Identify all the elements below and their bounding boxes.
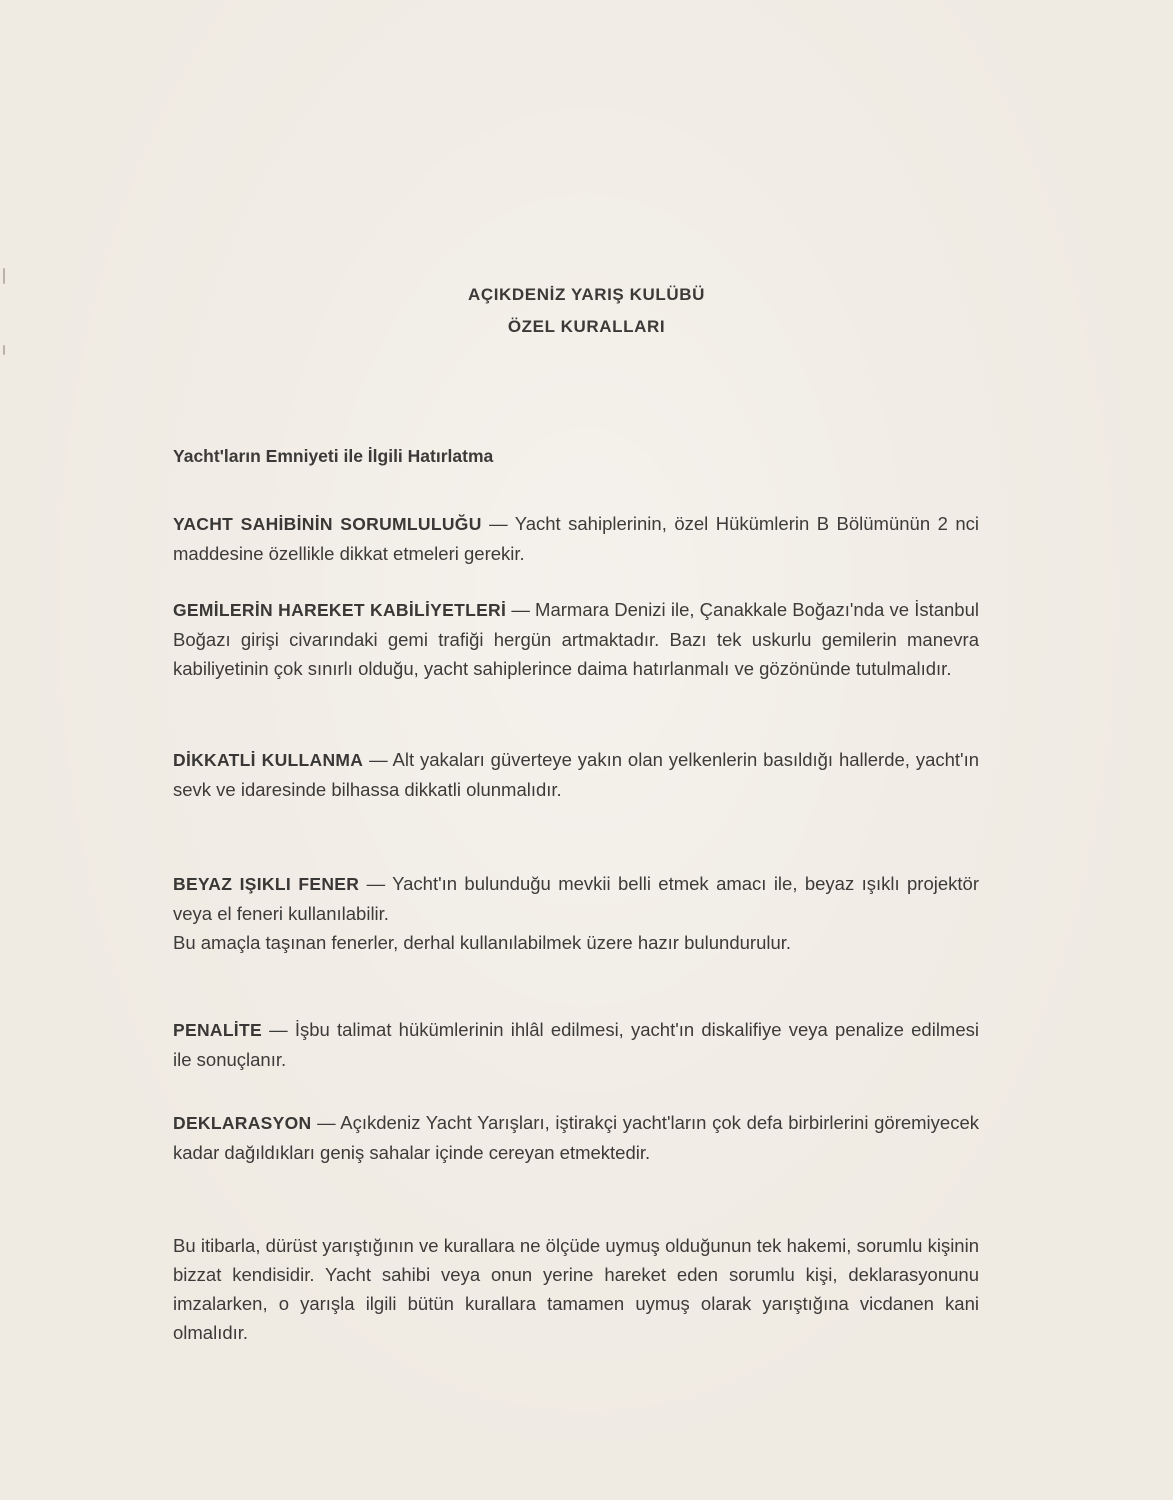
paragraph-text: — Açıkdeniz Yacht Yarışları, iştirakçi yacht'ların çok defa birbirlerini göremiyecek kadar dağıldıkları geniş sahalar içinde cereyan etmektedir.	[173, 1112, 979, 1163]
document-subtitle: ÖZEL KURALLARI	[507, 317, 666, 336]
paragraph-term: YACHT SAHİBİNİN SORUMLULUĞU	[173, 514, 482, 534]
paragraph-penalty	[173, 1015, 979, 1074]
paragraph-text: — İşbu talimat hükümlerinin ihlâl edilmesi, yacht'ın diskalifiye veya penalize edilmesi ile sonuçlanır.	[173, 1019, 979, 1070]
paragraph-text: — Marmara Denizi ile, Çanakkale Boğazı'nda ve İstanbul Boğazı girişi civarındaki gemi trafiği hergün artmaktadır. Bazı tek uskurlu gemilerin manevra kabiliyetinin çok sınırlı olduğu, yacht sahiplerince daima hatırlanmalı ve gözönünde tutulmalıdır.	[173, 599, 979, 679]
paragraph-declaration	[173, 1108, 979, 1167]
page-edge-mark	[3, 345, 5, 355]
paragraph-text: Bu amaçla taşınan fenerler, derhal kullanılabilmek üzere hazır bulundurulur.	[173, 932, 792, 953]
paragraph-white-light	[173, 869, 979, 957]
paragraph-text: — Yacht'ın bulunduğu mevkii belli etmek amacı ile, beyaz ışıklı projektör veya el feneri kullanılabilir.	[173, 873, 979, 924]
paragraph-text: — Alt yakaları güverteye yakın olan yelkenlerin basıldığı hallerde, yacht'ın sevk ve idaresinde bilhassa dikkatli olunmalıdır.	[173, 749, 980, 800]
paragraph-text: — Yacht sahiplerinin, özel Hükümlerin B Bölümünün 2 nci maddesine özellikle dikkat etmeleri gerekir.	[173, 513, 979, 564]
paragraph-careful-handling	[173, 745, 979, 804]
paragraph-term: DEKLARASYON	[173, 1113, 312, 1133]
paragraph-term: GEMİLERİN HAREKET KABİLİYETLERİ	[173, 600, 507, 620]
paragraph-owner-responsibility	[173, 509, 979, 568]
paragraph-closing: Bu itibarla, dürüst yarıştığının ve kurallara ne ölçüde uymuş olduğunun tek hakemi, sorumlu kişinin bizzat kendisidir. Yacht sahibi veya onun yerine hareket eden sorumlu kişi, deklarasyonunu imzalarken, o yarışla ilgili bütün kurallara tamamen uymuş olarak yarıştığına vicdanen kani olmalıdır.	[173, 1235, 979, 1343]
document-title: AÇIKDENİZ YARIŞ KULÜBÜ	[467, 285, 706, 304]
paragraph-term: BEYAZ IŞIKLI FENER	[173, 874, 360, 894]
paragraph-ship-maneuverability	[173, 595, 979, 683]
paragraph-term: DİKKATLİ KULLANMA	[173, 750, 364, 770]
section-heading: Yacht'ların Emniyeti ile İlgili Hatırlatma	[173, 446, 494, 466]
page-edge-mark	[3, 268, 5, 284]
paragraph-term: PENALİTE	[173, 1020, 262, 1040]
